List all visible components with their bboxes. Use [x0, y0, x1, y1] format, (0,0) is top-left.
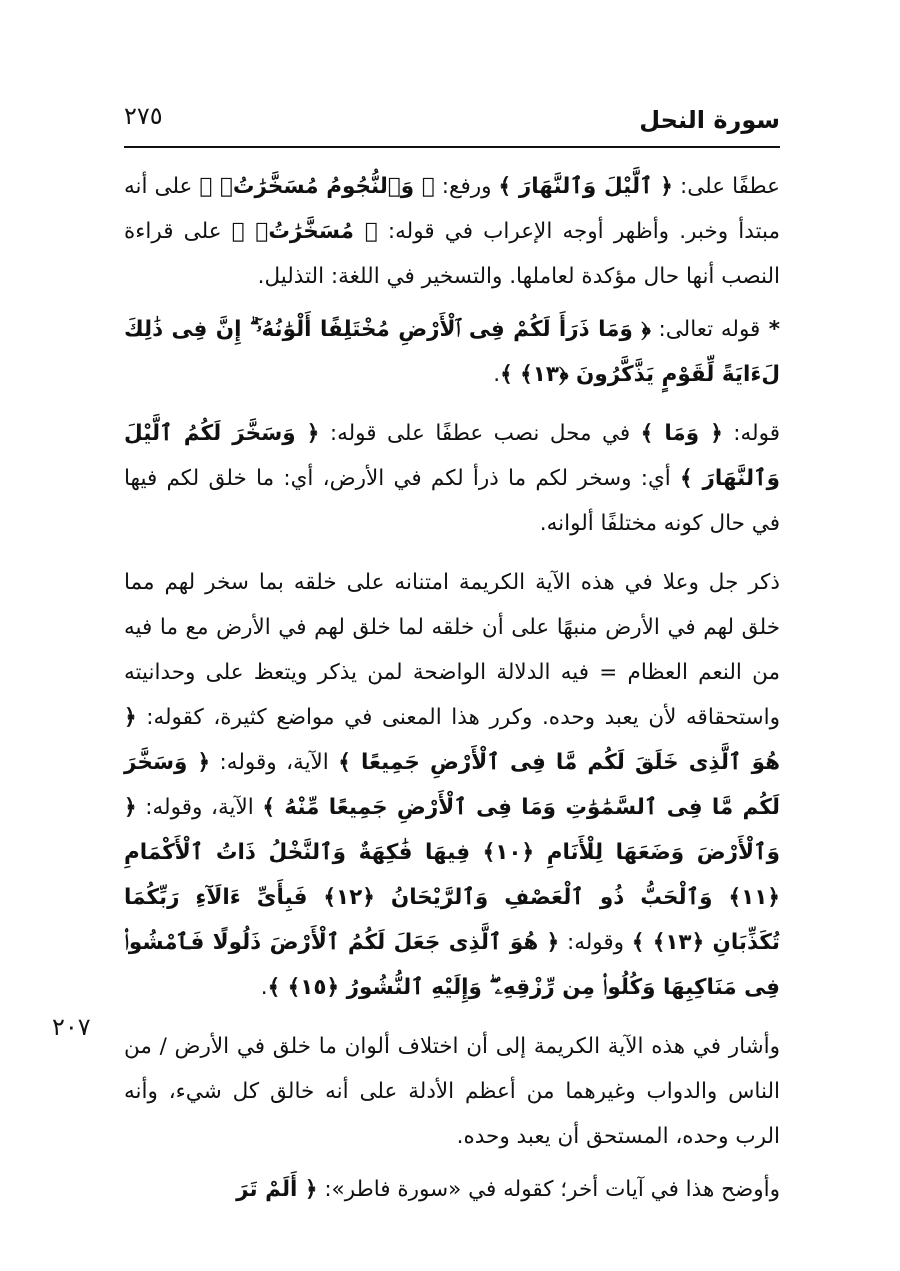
text-run: الآية، وقوله: [136, 795, 263, 820]
text-run: الآية، وقوله: [210, 750, 339, 775]
page-body [124, 164, 780, 1212]
quran-verse: ﴿ هُوَ ٱلَّذِى جَعَلَ لَكُمُ ٱلْأَرْضَ ذَلُولًا فَٱمْشُوا۟ فِى مَنَاكِبِهَا وَكُلُوا۟ مِن رِّزْقِهِۦ ۖ وَإِلَيْهِ ٱلنُّشُورُ ﴿١٥﴾ ﴾ [124, 930, 780, 1000]
text-run: قوله تعالى: [650, 317, 761, 342]
text-run: على أنه مبتدأ وخبر. وأظهر أوجه الإعراب في قوله: [124, 174, 781, 244]
quran-verse: ﴿ وَمَا ﴾ [640, 421, 723, 446]
quran-verse: ﴿ وَسَخَّرَ لَكُم مَّا فِى ٱلسَّمَٰوَٰتِ وَمَا فِى ٱلْأَرْضِ جَمِيعًا مِّنْهُ ﴾ [124, 750, 780, 820]
quran-verse: ﴿ وَٱلْأَرْضَ وَضَعَهَا لِلْأَنَامِ ﴿١٠﴾ فِيهَا فَٰكِهَةٌ وَٱلنَّخْلُ ذَاتُ ٱلْأَكْمَامِ ﴿١١﴾ وَٱلْحَبُّ ذُو ٱلْعَصْفِ وَٱلرَّيْحَانُ ﴿١٢﴾ فَبِأَىِّ ءَالَآءِ رَبِّكُمَا تُكَذِّبَانِ ﴿١٣﴾ ﴾ [124, 795, 781, 955]
text-run: أي: وسخر لكم ما ذرأ لكم في الأرض، أي: ما خلق لكم فيها في حال كونه مختلفًا ألوانه. [124, 466, 780, 536]
paragraph [124, 164, 780, 299]
paragraph [124, 1024, 780, 1159]
page-number: ٢٧٥ [124, 102, 163, 130]
text-run: في محل نصب عطفًا على قوله: [319, 421, 641, 446]
text-run: وقوله: [559, 930, 632, 955]
paragraph [124, 411, 780, 546]
quran-verse: ﴿ وَٱلنُّجُومُ مُسَخَّرَٰتُۢ ﴾ [199, 174, 435, 199]
text-run: وأشار في هذه الآية الكريمة إلى أن اختلاف ألوان ما خلق في الأرض / من الناس والدواب وغيرهما من أعظم الأدلة على أنه خالق كل شيء، وأنه الرب وحده، المستحق أن يعبد وحده. [124, 1034, 780, 1149]
quran-verse: ﴿ مُسَخَّرَٰتُۢ ﴾ [231, 219, 378, 244]
quran-verse: ﴿ أَلَمْ تَرَ [236, 1177, 318, 1202]
text-run: قوله: [722, 421, 780, 446]
verse-paragraph [124, 307, 780, 397]
quran-verse: ﴿ وَسَخَّرَ لَكُمُ ٱلَّيْلَ وَٱلنَّهَارَ ﴾ [124, 421, 780, 491]
quran-verse: ﴿ ٱلَّيْلَ وَٱلنَّهَارَ ﴾ [498, 174, 673, 199]
text-run: على قراءة النصب أنها حال مؤكدة لعاملها. والتسخير في اللغة: التذليل. [124, 219, 780, 289]
text-run: وأوضح هذا في آيات أخر؛ كقوله في «سورة فاطر»: [317, 1177, 780, 1202]
header-divider [124, 146, 780, 148]
text-run: ورفع: [434, 174, 499, 199]
margin-page-number: ٢٠٧ [52, 1013, 91, 1041]
surah-title: سورة النحل [639, 106, 780, 134]
paragraph [124, 1167, 780, 1212]
quran-verse: ﴿ هُوَ ٱلَّذِى خَلَقَ لَكُم مَّا فِى ٱلْأَرْضِ جَمِيعًا ﴾ [124, 705, 781, 775]
text-run: عطفًا على: [672, 174, 780, 199]
text-run: ذكر جل وعلا في هذه الآية الكريمة امتنانه على خلقه بما سخر لهم مما خلق لهم في الأرض منبهًا على أن خلقه لما خلق لهم في الأرض مع ما فيه من النعم العظام = فيه الدلالة الواضحة لمن يذكر ويتعظ على وحدانيته واستحقاقه لأن يعبد وحده. وكرر هذا المعنى في مواضع كثيرة، كقوله: [124, 570, 780, 730]
text-run: . [493, 362, 501, 387]
text-run: . [260, 975, 268, 1000]
paragraph [124, 560, 780, 1010]
quran-verse: ﴿ وَمَا ذَرَأَ لَكُمْ فِى ٱلْأَرْضِ مُخْتَلِفًا أَلْوَٰنُهُۥٓ ۗ إِنَّ فِى ذَٰلِكَ لَءَايَةً لِّقَوْمٍ يَذَّكَّرُونَ ﴿١٣﴾ ﴾ [124, 317, 780, 387]
page-header [124, 96, 780, 142]
asterisk-marker: * [760, 317, 780, 342]
